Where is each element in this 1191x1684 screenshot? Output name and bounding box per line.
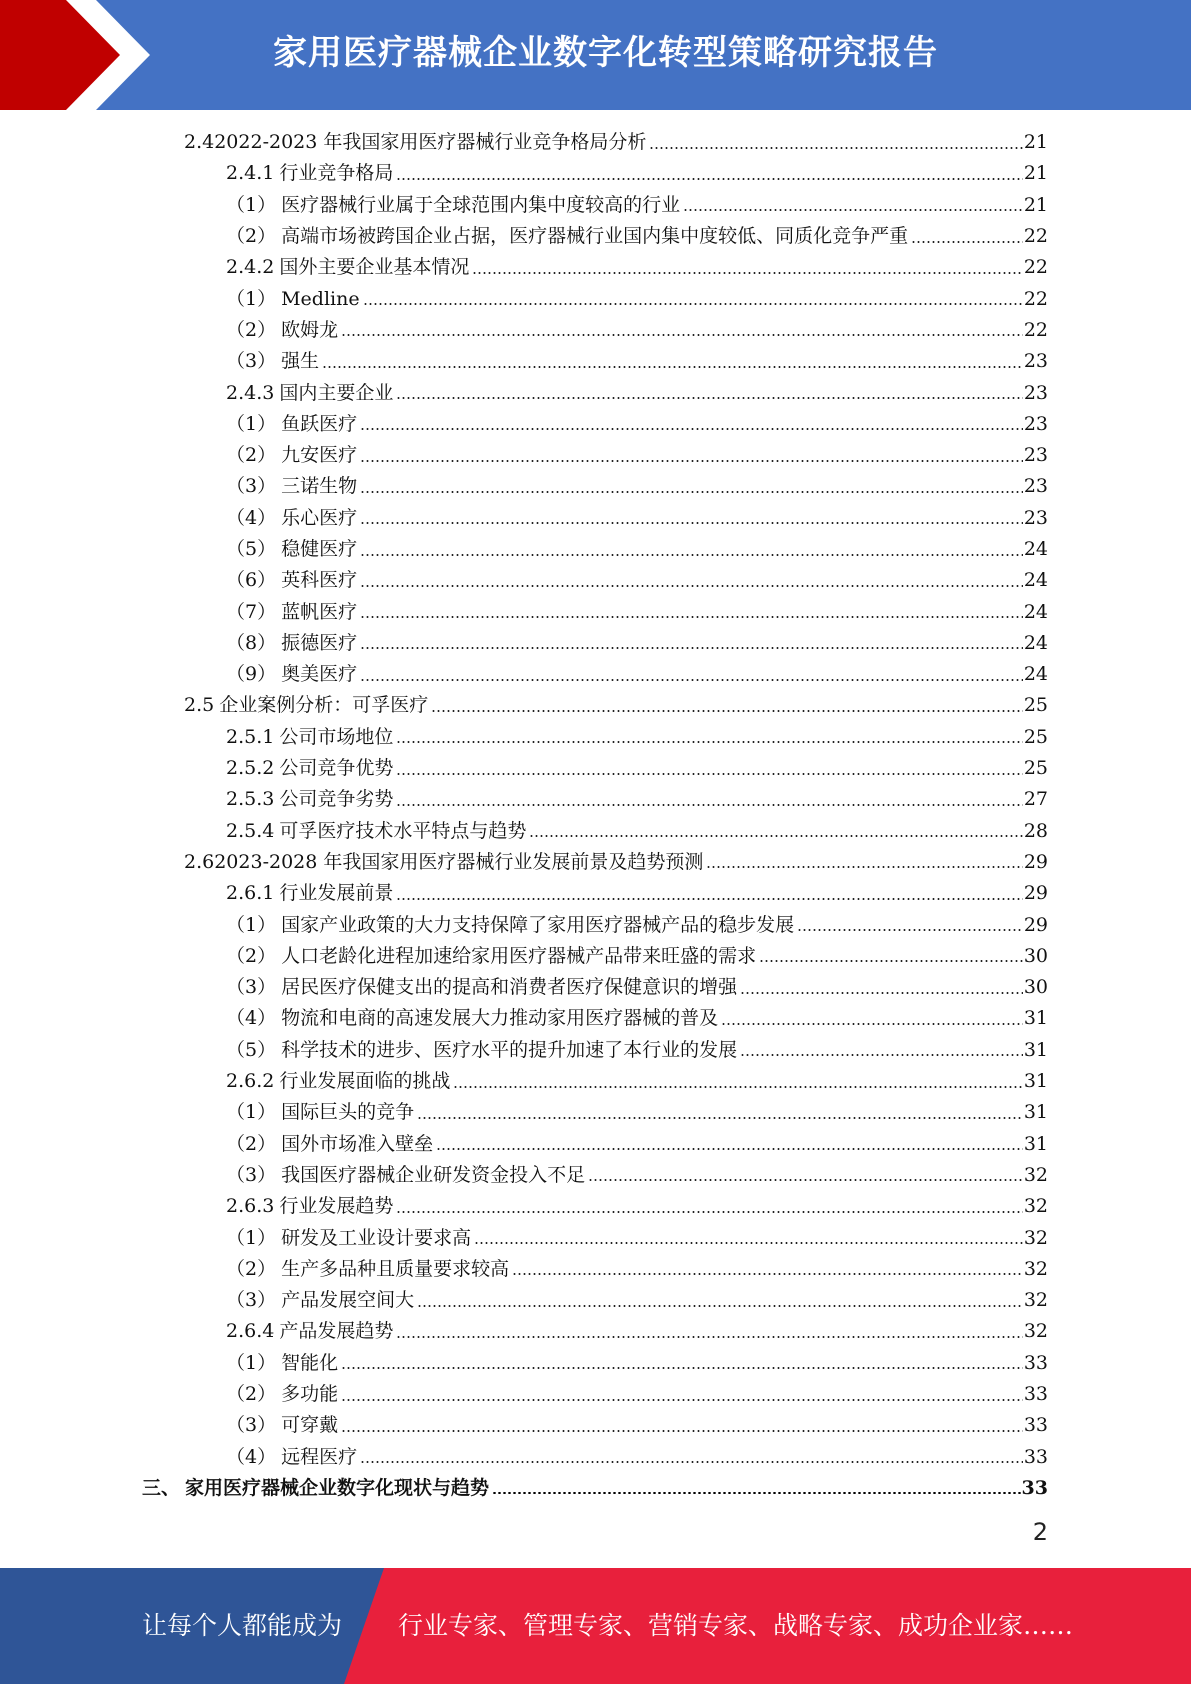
toc-entry[interactable]: [0, 190, 1048, 221]
toc-entry-number: 2.6.3: [226, 1195, 275, 1218]
toc-entry-title: 我国医疗器械企业研发资金投入不足: [281, 1163, 586, 1186]
toc-entry[interactable]: [0, 690, 1048, 721]
toc-entry-number: （2）: [226, 1383, 277, 1406]
toc-entry-title: 公司市场地位: [279, 725, 394, 748]
toc-dot-leader: [417, 1305, 1023, 1307]
toc-entry-number: （8）: [226, 631, 277, 654]
toc-dot-leader: [512, 1273, 1023, 1275]
toc-dot-leader: [436, 1148, 1023, 1150]
toc-dot-leader: [363, 303, 1023, 305]
toc-dot-leader: [360, 679, 1023, 681]
toc-entry-page: 23: [1023, 444, 1048, 467]
toc-entry-number: （1）: [226, 193, 277, 216]
toc-entry[interactable]: [0, 1316, 1048, 1347]
footer-slogan-right: 行业专家、管理专家、营销专家、战略专家、成功企业家……: [398, 1611, 1074, 1640]
toc-entry-number: 2.5.1: [226, 725, 275, 748]
toc-entry-page: 23: [1023, 506, 1048, 529]
toc-entry-title: 远程医疗: [281, 1445, 358, 1468]
toc-entry-page: 22: [1023, 287, 1048, 310]
toc-dot-leader: [360, 460, 1023, 462]
toc-entry[interactable]: [0, 753, 1048, 784]
toc-entry-title: 2023-2028 年我国家用医疗器械行业发展前景及趋势预测: [214, 850, 704, 873]
toc-entry[interactable]: [0, 565, 1048, 596]
toc-entry[interactable]: [0, 1410, 1048, 1441]
toc-entry[interactable]: [0, 1379, 1048, 1410]
table-of-contents: [0, 127, 1191, 1504]
toc-entry-page: 33: [1023, 1383, 1048, 1406]
toc-entry-number: （1）: [226, 1351, 277, 1374]
toc-entry-number: （7）: [226, 600, 277, 623]
toc-entry-title: Medline: [281, 287, 360, 310]
toc-dot-leader: [417, 1117, 1023, 1119]
toc-dot-leader: [396, 773, 1022, 775]
toc-entry-page: 22: [1023, 318, 1048, 341]
toc-entry[interactable]: [0, 346, 1048, 377]
toc-entry-number: （1）: [226, 1101, 277, 1124]
toc-entry[interactable]: [0, 503, 1048, 534]
toc-entry-page: 33: [1023, 1414, 1048, 1437]
toc-entry-page: 32: [1023, 1226, 1048, 1249]
toc-entry-page: 29: [1023, 913, 1048, 936]
toc-dot-leader: [759, 960, 1023, 962]
toc-entry-title: 多功能: [281, 1383, 339, 1406]
toc-entry-number: （4）: [226, 1007, 277, 1030]
toc-entry-page: 24: [1023, 538, 1048, 560]
toc-entry-title: 企业案例分析：可孚医疗: [219, 694, 429, 717]
footer-slogan-left: 让每个人都能成为: [142, 1611, 343, 1640]
toc-dot-leader: [683, 209, 1023, 211]
toc-entry-title: 2022-2023 年我国家用医疗器械行业竞争格局分析: [214, 131, 647, 154]
toc-entry-page: 32: [1023, 1320, 1048, 1343]
toc-entry-number: 2.4.1: [226, 162, 275, 185]
toc-entry-page: 24: [1023, 569, 1048, 592]
toc-entry-number: （5）: [226, 1038, 277, 1061]
toc-entry[interactable]: [0, 1097, 1048, 1128]
toc-entry-page: 27: [1023, 788, 1048, 811]
toc-entry[interactable]: [0, 1035, 1048, 1066]
toc-dot-leader: [360, 616, 1023, 618]
toc-entry[interactable]: [0, 283, 1048, 314]
toc-entry-number: （3）: [226, 976, 277, 999]
toc-entry[interactable]: [0, 1003, 1048, 1034]
toc-dot-leader: [740, 992, 1023, 994]
toc-entry-page: 31: [1023, 1101, 1048, 1124]
toc-entry-number: （9）: [226, 663, 277, 686]
toc-entry[interactable]: [0, 158, 1048, 189]
toc-entry-page: 24: [1023, 631, 1048, 654]
toc-dot-leader: [396, 1336, 1022, 1338]
toc-entry[interactable]: [0, 1285, 1048, 1316]
toc-entry[interactable]: [0, 315, 1048, 346]
toc-entry-title: 物流和电商的高速发展大力推动家用医疗器械的普及: [281, 1007, 719, 1030]
toc-entry-number: （3）: [226, 475, 277, 498]
toc-entry-title: 英科医疗: [281, 569, 358, 592]
toc-entry-page: 23: [1023, 381, 1048, 404]
toc-entry-page: 21: [1023, 193, 1048, 216]
toc-entry-page: 32: [1023, 1289, 1048, 1312]
toc-entry-title: 人口老龄化进程加速给家用医疗器械产品带来旺盛的需求: [281, 944, 757, 967]
toc-entry[interactable]: [0, 784, 1048, 815]
toc-entry-page: 23: [1023, 475, 1048, 498]
toc-entry[interactable]: [0, 377, 1048, 408]
toc-entry-page: 33: [1023, 1445, 1048, 1468]
toc-entry-title: 国外主要企业基本情况: [279, 256, 470, 279]
toc-entry-number: 2.4: [184, 131, 215, 154]
toc-entry-number: 2.4.2: [226, 256, 275, 279]
toc-entry-page: 29: [1023, 850, 1048, 873]
toc-entry-number: 2.5.2: [226, 757, 275, 780]
toc-entry-title: 国际巨头的竞争: [281, 1101, 415, 1124]
toc-entry-title: 行业发展前景: [279, 882, 394, 905]
toc-dot-leader: [322, 366, 1023, 368]
toc-entry-number: （5）: [226, 538, 277, 560]
toc-entry[interactable]: [0, 596, 1048, 627]
toc-entry-title: 振德医疗: [281, 631, 358, 654]
toc-dot-leader: [396, 1211, 1022, 1213]
toc-entry-page: 33: [1021, 1476, 1048, 1499]
toc-dot-leader: [360, 491, 1023, 493]
toc-entry-title: 医疗器械行业属于全球范围内集中度较高的行业: [281, 193, 681, 216]
toc-dot-leader: [529, 835, 1022, 837]
toc-entry-title: 鱼跃医疗: [281, 412, 358, 435]
toc-entry-page: 21: [1023, 162, 1048, 185]
toc-entry-title: 九安医疗: [281, 444, 358, 467]
toc-entry-page: 31: [1023, 1038, 1048, 1061]
toc-entry-number: （6）: [226, 569, 277, 592]
toc-entry[interactable]: [0, 847, 1048, 878]
toc-entry-title: 科学技术的进步、医疗水平的提升加速了本行业的发展: [281, 1038, 738, 1061]
toc-dot-leader: [911, 241, 1023, 243]
toc-dot-leader: [341, 1367, 1023, 1369]
toc-entry[interactable]: [0, 1348, 1048, 1379]
toc-entry[interactable]: [0, 252, 1048, 283]
toc-dot-leader: [474, 1242, 1023, 1244]
toc-entry-number: 三、: [142, 1476, 181, 1499]
toc-dot-leader: [431, 710, 1023, 712]
toc-dot-leader: [360, 554, 1023, 556]
toc-dot-leader: [341, 334, 1023, 336]
toc-entry-title: 欧姆龙: [281, 318, 339, 341]
toc-entry-title: 蓝帆医疗: [281, 600, 358, 623]
toc-entry-page: 28: [1023, 819, 1048, 842]
toc-entry[interactable]: [0, 816, 1048, 847]
toc-entry-number: （2）: [226, 318, 277, 341]
toc-entry[interactable]: [0, 941, 1048, 972]
toc-entry-number: （2）: [226, 444, 277, 467]
toc-entry-title: 研发及工业设计要求高: [281, 1226, 472, 1249]
toc-entry-title: 公司竞争优势: [279, 757, 394, 780]
toc-entry-number: 2.6.4: [226, 1320, 275, 1343]
toc-entry-number: 2.6.1: [226, 882, 275, 905]
toc-entry[interactable]: [0, 1160, 1048, 1191]
toc-dot-leader: [360, 428, 1023, 430]
toc-entry[interactable]: [0, 534, 1048, 565]
toc-entry-number: 2.6: [184, 850, 215, 873]
toc-dot-leader: [396, 178, 1022, 180]
toc-entry-page: 22: [1023, 256, 1048, 279]
toc-entry-title: 产品发展空间大: [281, 1289, 415, 1312]
toc-entry-page: 33: [1023, 1351, 1048, 1374]
toc-entry[interactable]: [0, 221, 1048, 252]
toc-entry-title: 高端市场被跨国企业占据，医疗器械行业国内集中度较低、同质化竞争严重: [281, 225, 909, 248]
toc-entry-title: 家用医疗器械企业数字化现状与趋势: [185, 1476, 490, 1499]
toc-entry-title: 生产多品种且质量要求较高: [281, 1257, 510, 1280]
toc-dot-leader: [706, 866, 1022, 868]
toc-entry-number: （2）: [226, 225, 277, 248]
toc-entry-page: 32: [1023, 1195, 1048, 1218]
toc-entry-number: （2）: [226, 1257, 277, 1280]
toc-entry-title: 国家产业政策的大力支持保障了家用医疗器械产品的稳步发展: [281, 913, 795, 936]
toc-entry-title: 智能化: [281, 1351, 339, 1374]
toc-entry[interactable]: [0, 409, 1048, 440]
toc-entry-page: 24: [1023, 600, 1048, 623]
toc-entry-number: （1）: [226, 913, 277, 936]
toc-entry-page: 25: [1023, 694, 1048, 717]
toc-entry-title: 产品发展趋势: [279, 1320, 394, 1343]
toc-entry-title: 居民医疗保健支出的提高和消费者医疗保健意识的增强: [281, 976, 738, 999]
toc-entry-title: 乐心医疗: [281, 506, 358, 529]
toc-entry-page: 30: [1023, 944, 1048, 967]
footer-banner: [0, 1568, 1191, 1684]
toc-entry-title: 强生: [281, 350, 320, 373]
toc-entry-number: （4）: [226, 1445, 277, 1468]
toc-entry-number: 2.5.3: [226, 788, 275, 811]
toc-entry[interactable]: [0, 440, 1048, 471]
toc-entry[interactable]: [0, 972, 1048, 1003]
toc-dot-leader: [341, 1430, 1023, 1432]
toc-entry-number: （3）: [226, 1414, 277, 1437]
toc-entry-number: （1）: [226, 287, 277, 310]
toc-dot-leader: [360, 585, 1023, 587]
toc-entry-number: （2）: [226, 1132, 277, 1155]
toc-entry-page: 23: [1023, 350, 1048, 373]
toc-entry-title: 奥美医疗: [281, 663, 358, 686]
toc-dot-leader: [588, 1179, 1023, 1181]
toc-entry-page: 25: [1023, 725, 1048, 748]
page-header-title: 家用医疗器械企业数字化转型策略研究报告: [273, 33, 938, 73]
toc-entry-page: 30: [1023, 976, 1048, 999]
toc-entry[interactable]: [0, 1129, 1048, 1160]
toc-entry[interactable]: [0, 1222, 1048, 1253]
toc-entry-number: （4）: [226, 506, 277, 529]
toc-dot-leader: [740, 1054, 1023, 1056]
toc-dot-leader: [360, 522, 1023, 524]
toc-entry-title: 可孚医疗技术水平特点与趋势: [279, 819, 527, 842]
header-bar: [0, 0, 1191, 110]
toc-dot-leader: [396, 741, 1022, 743]
toc-dot-leader: [453, 1086, 1022, 1088]
toc-dot-leader: [396, 397, 1022, 399]
toc-entry-title: 三诺生物: [281, 475, 358, 498]
toc-entry-page: 29: [1023, 882, 1048, 905]
toc-entry[interactable]: [0, 1473, 1048, 1504]
toc-entry-page: 24: [1023, 663, 1048, 686]
toc-entry-number: 2.5.4: [226, 819, 275, 842]
toc-entry-page: 32: [1023, 1163, 1048, 1186]
toc-dot-leader: [341, 1399, 1023, 1401]
toc-entry-number: （3）: [226, 1289, 277, 1312]
toc-entry[interactable]: [0, 1066, 1048, 1097]
toc-entry-title: 行业发展趋势: [279, 1195, 394, 1218]
toc-entry[interactable]: [0, 722, 1048, 753]
toc-entry-title: 行业发展面临的挑战: [279, 1070, 451, 1093]
toc-entry-page: 31: [1023, 1007, 1048, 1030]
page-number: 2: [1032, 1518, 1048, 1546]
toc-entry-number: （2）: [226, 944, 277, 967]
toc-entry-page: 21: [1023, 131, 1048, 154]
toc-entry[interactable]: [0, 1191, 1048, 1222]
toc-entry-title: 稳健医疗: [281, 538, 358, 560]
toc-entry-title: 国外市场准入壁垒: [281, 1132, 434, 1155]
toc-entry-number: （1）: [226, 1226, 277, 1249]
toc-dot-leader: [472, 272, 1022, 274]
toc-dot-leader: [360, 1461, 1023, 1463]
toc-dot-leader: [649, 147, 1022, 149]
toc-entry-title: 国内主要企业: [279, 381, 394, 404]
toc-entry-number: 2.6.2: [226, 1070, 275, 1093]
toc-entry[interactable]: [0, 127, 1048, 158]
toc-entry-number: 2.4.3: [226, 381, 275, 404]
toc-entry[interactable]: [0, 878, 1048, 909]
toc-dot-leader: [396, 898, 1022, 900]
toc-entry-number: 2.5: [184, 694, 215, 717]
toc-dot-leader: [396, 804, 1022, 806]
toc-entry-title: 公司竞争劣势: [279, 788, 394, 811]
toc-entry-title: 可穿戴: [281, 1414, 339, 1437]
toc-entry[interactable]: [0, 909, 1048, 940]
toc-entry-number: （3）: [226, 1163, 277, 1186]
toc-entry-number: （1）: [226, 412, 277, 435]
toc-entry-page: 32: [1023, 1257, 1048, 1280]
toc-entry[interactable]: [0, 659, 1048, 690]
toc-dot-leader: [360, 647, 1023, 649]
toc-entry-title: 行业竞争格局: [279, 162, 394, 185]
toc-entry[interactable]: [0, 1441, 1048, 1472]
toc-entry-page: 25: [1023, 757, 1048, 780]
toc-entry-page: 31: [1023, 1132, 1048, 1155]
toc-entry-page: 23: [1023, 412, 1048, 435]
toc-entry[interactable]: [0, 471, 1048, 502]
toc-entry-page: 31: [1023, 1070, 1048, 1093]
toc-dot-leader: [492, 1492, 1021, 1494]
toc-entry[interactable]: [0, 1254, 1048, 1285]
toc-dot-leader: [721, 1023, 1023, 1025]
toc-entry-number: （3）: [226, 350, 277, 373]
toc-entry-page: 22: [1023, 225, 1048, 248]
toc-dot-leader: [797, 929, 1023, 931]
toc-entry[interactable]: [0, 628, 1048, 659]
